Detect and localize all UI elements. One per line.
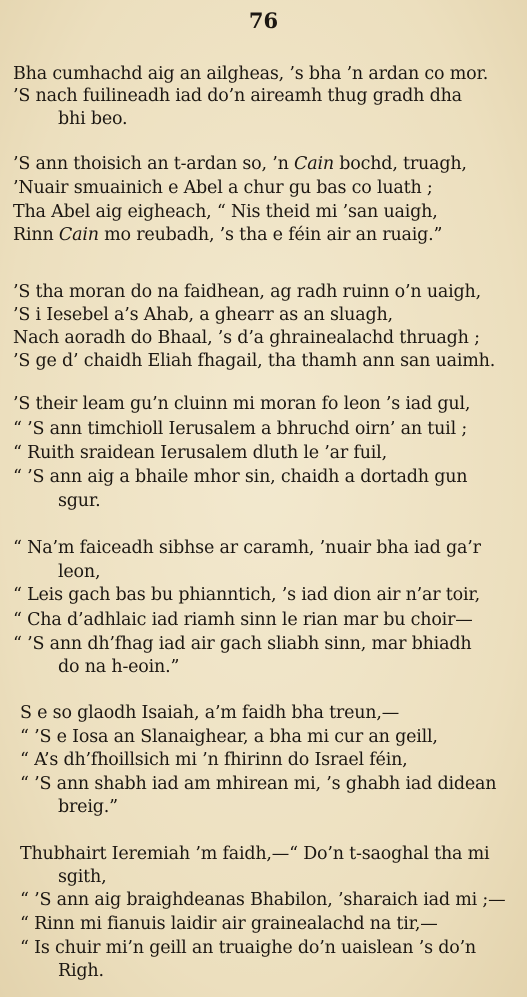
- poem-line: breig.”: [58, 797, 118, 817]
- poem-line: “ Na’m faiceadh sibhse ar caramh, ’nuair bha iad ga’r: [13, 538, 481, 558]
- poem-line: bhi beo.: [58, 109, 128, 129]
- poem-line: ’S nach fuilineadh iad do’n aireamh thug gradh dha: [13, 86, 462, 106]
- poem-line: ’Nuair smuainich e Abel a chur gu bas co luath ;: [13, 178, 433, 198]
- poem-line: Bha cumhachd aig an ailgheas, ’s bha ’n ardan co mor.: [13, 64, 489, 84]
- poem-line: Tha Abel aig eigheach, “ Nis theid mi ’san uaigh,: [13, 202, 438, 222]
- poem-line: ’S i Iesebel a’s Ahab, a ghearr as an sluagh,: [13, 305, 393, 325]
- poem-line: Righ.: [58, 961, 104, 981]
- poem-line: leon,: [58, 562, 101, 582]
- poem-line: S e so glaodh Isaiah, a’m faidh bha treun,—: [20, 703, 400, 723]
- poem-line: “ ’S ann shabh iad am mhirean mi, ’s ghabh iad didean: [20, 774, 497, 794]
- page-number: 76: [248, 8, 279, 33]
- poem-line: “ ’S ann aig braighdeanas Bhabilon, ’sharaich iad mi ;—: [20, 890, 506, 910]
- poem-line: “ A’s dh’fhoillsich mi ’n fhirinn do Israel féin,: [20, 750, 408, 770]
- poem-line: ’S ann thoisich an t-ardan so, ’n Cain bochd, truagh,: [13, 154, 467, 174]
- poem-line: “ Cha d’adhlaic iad riamh sinn le rian mar bu choir—: [13, 610, 473, 630]
- poem-line: “ ’S e Iosa an Slanaighear, a bha mi cur an geill,: [20, 727, 438, 747]
- poem-line: ’S ge d’ chaidh Eliah fhagail, tha thamh ann san uaimh.: [13, 351, 496, 371]
- poem-line: Nach aoradh do Bhaal, ’s d’a ghrainealachd thruagh ;: [13, 328, 480, 348]
- poem-line: Rinn Cain mo reubadh, ’s tha e féin air an ruaig.”: [13, 225, 443, 245]
- poem-line: “ ’S ann aig a bhaile mhor sin, chaidh a dortadh gun: [13, 467, 468, 487]
- poem-line: “ ’S ann dh’fhag iad air gach sliabh sinn, mar bhiadh: [13, 634, 472, 654]
- poem-line: “ Rinn mi fianuis laidir air grainealachd na tir,—: [20, 914, 438, 934]
- poem-line: do na h-eoin.”: [58, 657, 180, 677]
- poem-line: ’S tha moran do na faidhean, ag radh ruinn o’n uaigh,: [13, 282, 481, 302]
- poem-line: “ Ruith sraidean Ierusalem dluth le ’ar fuil,: [13, 443, 387, 463]
- poem-line: sgith,: [58, 867, 107, 887]
- poem-line: “ ’S ann timchioll Ierusalem a bhruchd oirn’ an tuil ;: [13, 419, 468, 439]
- poem-line: Thubhairt Ieremiah ’m faidh,—“ Do’n t-saoghal tha mi: [20, 844, 490, 864]
- poem-line: “ Leis gach bas bu phianntich, ’s iad dion air n’ar toir,: [13, 585, 480, 605]
- poem-line: sgur.: [58, 491, 101, 511]
- poem-line: “ Is chuir mi’n geill an truaighe do’n uaislean ’s do’n: [20, 938, 477, 958]
- poem-line: ’S their leam gu’n cluinn mi moran fo leon ’s iad gul,: [13, 394, 471, 414]
